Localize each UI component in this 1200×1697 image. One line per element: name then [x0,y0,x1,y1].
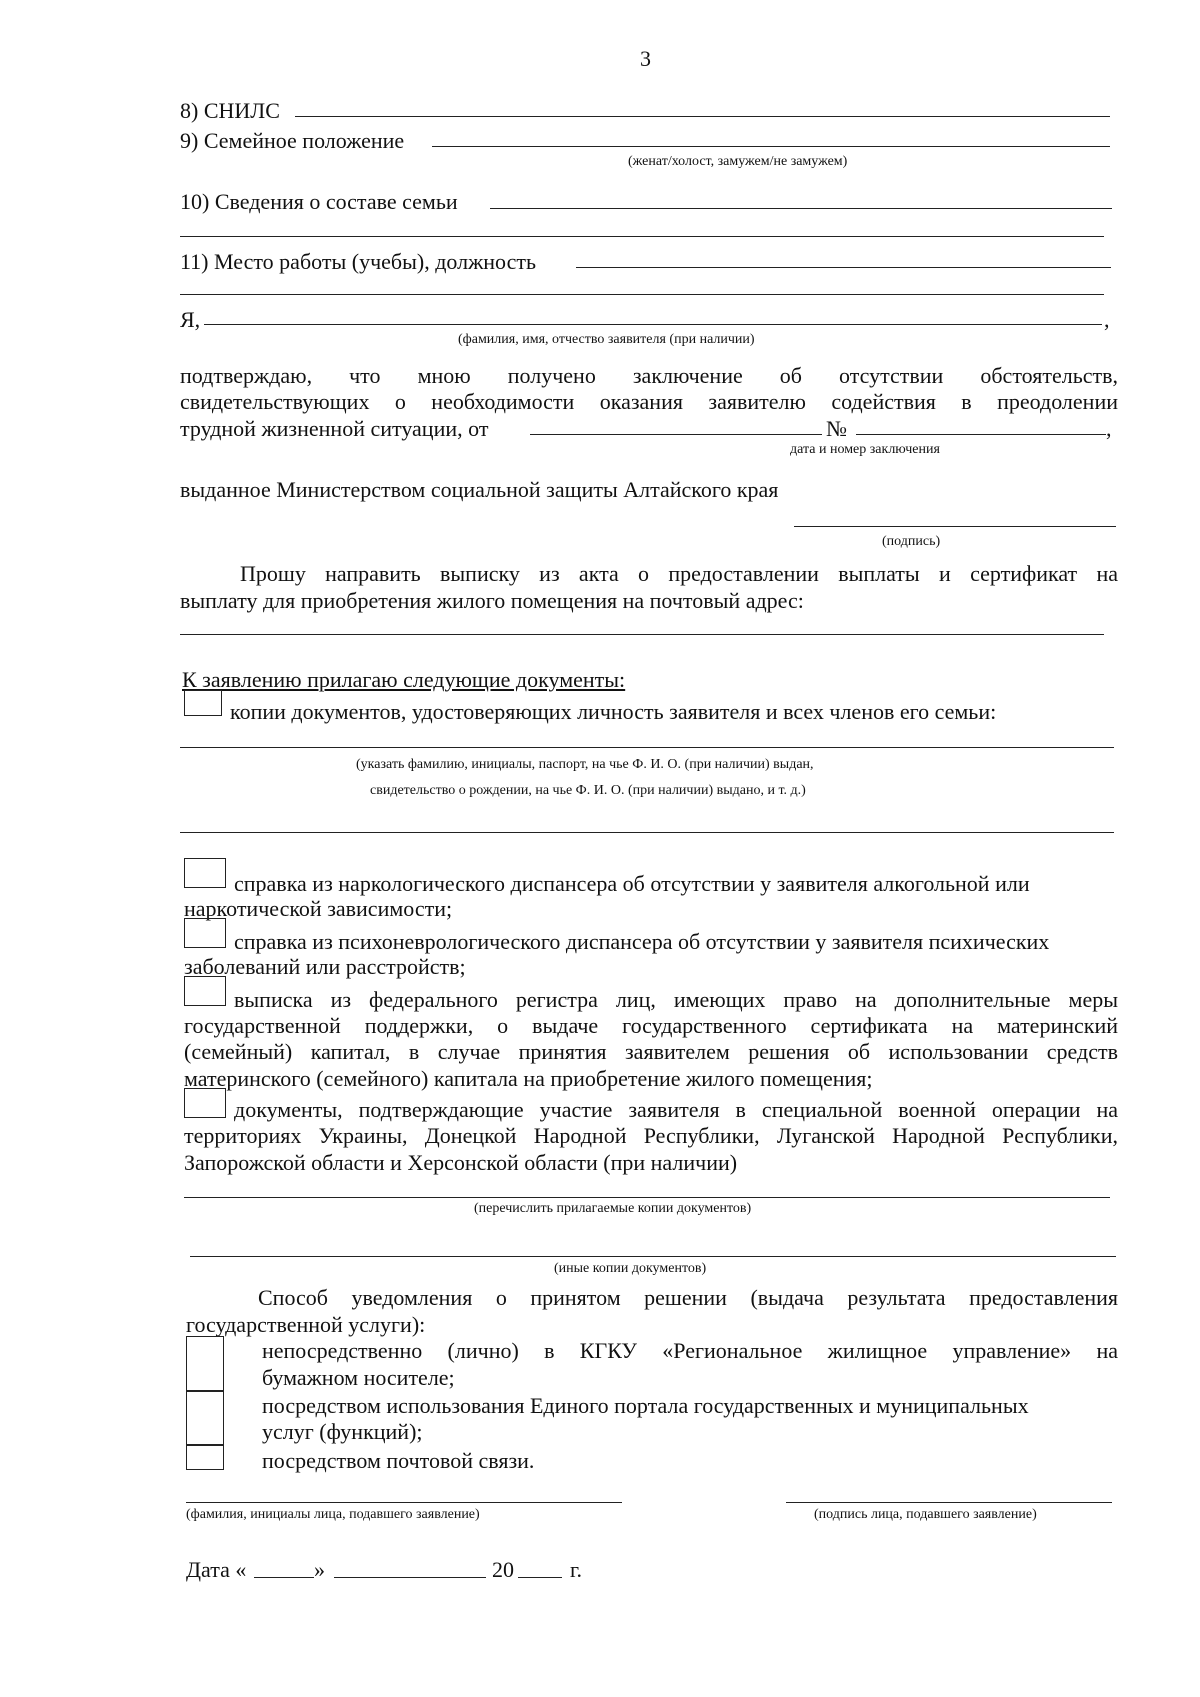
checkbox-narcology-cert[interactable] [184,858,226,888]
date-month-line[interactable] [334,1577,486,1578]
date-year-prefix: 20 [492,1557,514,1582]
field-marital-line[interactable] [432,146,1110,147]
item3-line-1: справка из психоневрологического диспансера об отсутствии у заявителя психических [234,929,1050,954]
item4-line-1: выписка из федерального регистра лиц, имеющих право на дополнительные меры [234,987,1118,1012]
date-day-line[interactable] [254,1577,314,1578]
field-marital-label: 9) Семейное положение [180,128,405,153]
confirm-prefix: Я, [180,307,201,332]
field-work-label: 11) Место работы (учебы), должность [180,249,537,274]
option2-line-1: посредством использования Единого портала государственных и муниципальных [262,1393,1029,1418]
checkbox-notify-post[interactable] [186,1444,224,1470]
conclusion-hint: дата и номер заключения [790,442,940,457]
field-family-line[interactable] [490,208,1112,209]
confirm-comma: , [1104,307,1110,332]
item5-line-1: документы, подтверждающие участие заявителя в специальной военной операции на [234,1097,1118,1122]
checkbox-psychiatry-cert[interactable] [184,918,226,948]
confirm-signature-line[interactable] [794,526,1116,527]
applicant-name-sign-hint: (фамилия, инициалы лица, подавшего заявление) [186,1507,480,1522]
confirm-line-3: трудной жизненной ситуации, от [180,416,489,441]
notification-intro-line-2: государственной услуги): [186,1312,426,1337]
confirm-signature-hint: (подпись) [882,534,941,549]
item1-text: копии документов, удостоверяющих личность заявителя и всех членов его семьи: [230,699,997,724]
notification-intro-line-1: Способ уведомления о принятом решении (выдача результата предоставления [258,1285,1118,1310]
attached-copies-line[interactable] [184,1197,1110,1198]
confirm-comma-2: , [1106,416,1112,441]
item2-line-2: наркотической зависимости; [184,896,453,921]
checkbox-id-copies[interactable] [184,690,222,716]
date-suffix: г. [570,1557,583,1582]
conclusion-number-line[interactable] [856,434,1106,435]
option1-line-2: бумажном носителе; [262,1365,455,1390]
field-work-line-2[interactable] [180,294,1104,295]
field-family-label: 10) Сведения о составе семьи [180,189,458,214]
item3-line-2: заболеваний или расстройств; [184,954,466,979]
item4-line-4: материнского (семейного) капитала на приобретение жилого помещения; [184,1066,873,1091]
other-copies-line[interactable] [190,1256,1116,1257]
attached-copies-hint: (перечислить прилагаемые копии документов) [474,1201,752,1216]
postal-address-line[interactable] [180,634,1104,635]
checkbox-notify-portal[interactable] [186,1390,224,1446]
option2-line-2: услуг (функций); [262,1419,423,1444]
field-family-line-2[interactable] [180,236,1104,237]
issued-by-text: выданное Министерством социальной защиты Алтайского края [180,477,779,502]
item2-line-1: справка из наркологического диспансера об отсутствии у заявителя алкогольной или [234,871,1030,896]
field-snils-label: 8) СНИЛС [180,98,280,123]
checkbox-svo-documents[interactable] [184,1088,226,1118]
applicant-name-line[interactable] [204,324,1102,325]
request-line-1: Прошу направить выписку из акта о предоставлении выплаты и сертификат на [240,561,1118,586]
item1-hint-1: (указать фамилию, инициалы, паспорт, на чье Ф. И. О. (при наличии) выдан, [356,757,814,772]
field-marital-hint: (женат/холост, замужем/не замужем) [628,154,848,169]
other-copies-hint: (иные копии документов) [554,1261,707,1276]
option1-line-1: непосредственно (лично) в КГКУ «Региональное жилищное управление» на [262,1338,1118,1363]
date-close-quote: » [314,1557,325,1582]
field-work-line[interactable] [576,267,1111,268]
conclusion-number-sign: № [826,416,847,441]
item5-line-3: Запорожской области и Херсонской области (при наличии) [184,1150,738,1175]
item1-details-line[interactable] [180,747,1114,748]
confirm-line-1: подтверждаю, что мною получено заключение об отсутствии обстоятельств, [180,363,1118,388]
option3-text: посредством почтовой связи. [262,1448,535,1473]
item1-details-line-2[interactable] [180,832,1114,833]
attachments-heading: К заявлению прилагаю следующие документы: [182,667,626,692]
checkbox-notify-in-person[interactable] [186,1336,224,1392]
item4-line-3: (семейный) капитал, в случае принятия заявителем решения об использовании средств [184,1039,1118,1064]
confirm-line-2: свидетельствующих о необходимости оказания заявителю содействия в преодолении [180,389,1118,414]
request-line-2: выплату для приобретения жилого помещения на почтовый адрес: [180,588,804,613]
item1-hint-2: свидетельство о рождении, на чье Ф. И. О. (при наличии) выдано, и т. д.) [370,783,806,798]
field-snils-line[interactable] [295,116,1110,117]
applicant-name-hint: (фамилия, имя, отчество заявителя (при наличии) [458,332,755,347]
page-number: 3 [640,46,651,71]
date-year-line[interactable] [518,1577,562,1578]
conclusion-date-line[interactable] [530,434,822,435]
applicant-name-sign-line[interactable] [186,1502,622,1503]
date-prefix: Дата « [186,1557,247,1582]
checkbox-register-extract[interactable] [184,976,226,1006]
applicant-signature-hint: (подпись лица, подавшего заявление) [814,1507,1037,1522]
item5-line-2: территориях Украины, Донецкой Народной Республики, Луганской Народной Республики, [184,1123,1118,1148]
item4-line-2: государственной поддержки, о выдаче государственного сертификата на материнский [184,1013,1118,1038]
applicant-signature-line[interactable] [786,1502,1112,1503]
